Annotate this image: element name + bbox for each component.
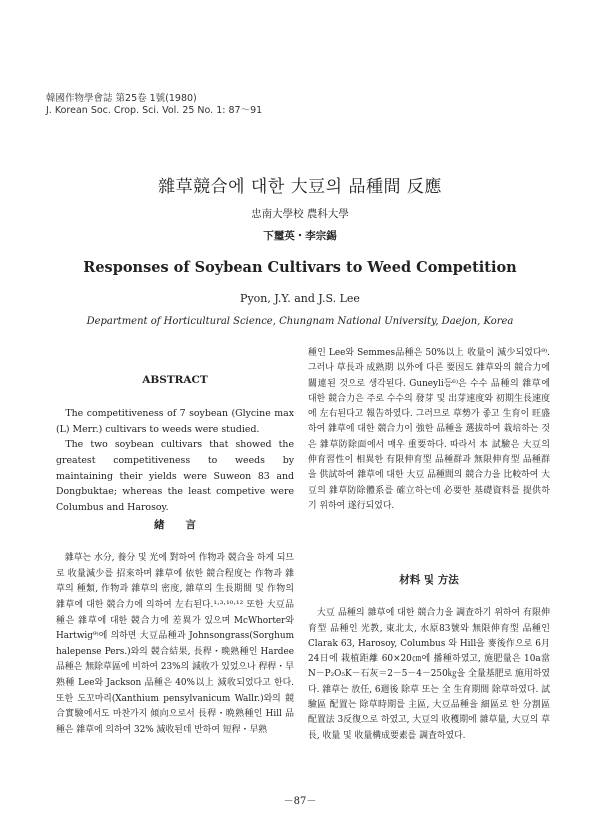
- abstract-paragraph-2: The two soybean cultivars that showed the greatest competitiveness to weeds by maintaining their yields were Suweon 83 and Dongbuktae; whereas the least competive were Columbus and Harosoy.: [56, 439, 294, 513]
- introduction-section: [56, 518, 294, 738]
- journal-citation: [46, 93, 262, 117]
- korean-title: 雜草競合에 대한 大豆의 品種間 反應: [158, 177, 442, 197]
- introduction-text: 雜草는 水分, 養分 및 光에 對하여 作物과 競合을 하게 되므로 收量減少를 招來하며 雜草에 依한 競合程度는 作物과 雜草의 種類, 作物과 雜草의 密度, 雜草의 生長期間 및 作物의 雜草에 대한 競合力에 의하여 左右된다.¹·³·¹⁰·¹² 또한 大豆品種은 雜草에 대한 競合力에 差異가 있으며 McWhorter와 Hartwig⁹⁾에 의하면 大豆品種과 Johnsongrass(Sorghum halepense Pers.)와의 競合結果, 長稈・晩熟種인 Hardee 品種은 無除草區에 비하여 23%의 減收가 있었으나 稈稈・早熟種 Lee와 Jackson 品種은 40%以上 減收되었다고 한다. 또한 도꼬마리(Xanthium pensylvanicum Wallr.)와의 競合實驗에서도 마찬가지 傾向으로서 長稈・晩熟種인 Hill 品種은 雜草에 의하여 32% 減收된데 반하여 短稈・早熟: [56, 553, 294, 735]
- english-authors: Pyon, J.Y. and J.S. Lee: [240, 292, 360, 305]
- english-affiliation: Department of Horticultural Science, Chungnam National University, Daejon, Korea: [86, 316, 514, 327]
- abstract-paragraph-1: The competitiveness of 7 soybean (Glycine max (L) Merr.) cultivars to weeds were studied.: [56, 408, 294, 435]
- abstract-heading: ABSTRACT: [142, 374, 208, 386]
- journal-line-english: J. Korean Soc. Crop. Sci. Vol. 25 No. 1: 87～91: [46, 105, 263, 116]
- methods-heading: 材料 및 方法: [399, 574, 459, 586]
- abstract-section: [56, 373, 294, 515]
- introduction-heading: 緖 言: [154, 519, 196, 531]
- methods-section: [308, 573, 550, 744]
- introduction-continued: [308, 346, 550, 514]
- english-title: Responses of Soybean Cultivars to Weed Competition: [83, 259, 517, 276]
- page-number: －87－: [283, 796, 317, 807]
- introduction-continued-text: 種인 Lee와 Semmes品種은 50%以上 收量이 減少되었다⁹⁾. 그러나 草長과 成熟期 以外에 다른 要因도 雜草와의 競合力에 關連된 것으로 생각된다. Guneyli등⁶⁾은 수수 品種의 雜草에 대한 競合力은 주로 수수의 發芽 및 出芽速度와 初期生長速度에 左右된다고 報告하였다. 그러므로 草勢가 좋고 生育이 旺盛하여 雜草에 대한 競合力이 強한 品種을 選拔하여 栽培하는 것은 雜草防除面에서 매우 重要하다. 따라서 本 試驗은 大豆의 伸育習性이 相異한 有限伸育型 品種群과 無限伸育型 品種群을 供試하여 雜草에 대한 大豆 品種間의 競合力을 比較하여 大豆의 雜草防除體系를 確立하는데 必要한 基礎資料를 提供하기 위하여 遂行되었다.: [308, 348, 550, 511]
- korean-affiliation: 忠南大學校 農科大學: [251, 208, 349, 220]
- korean-authors: 下璽英・李宗錫: [263, 230, 337, 242]
- journal-line-korean: 韓國作物學會誌 第25卷 1號(1980): [46, 93, 197, 104]
- methods-text: 大豆 品種의 雜草에 대한 競合力을 調査하기 위하여 有限伸育型 品種인 光教, 東北太, 水原83號와 無限伸育型 品種인 Clarak 63, Harosoy, Columbus 와 Hill을 麥後作으로 6月 24日에 栽植距離 60×20㎝에 播種하였고, 施肥量은 10a當 N－P₂O₅K－石灰＝2－5－4－250㎏을 全量基肥로 施用하였다. 雜草는 放任, 6週後 除草 또는 全 生育期間 除草하였다. 試驗區 配置는 除草時期를 主區, 大豆品種을 細區로 한 分割區配置法 3反復으로 하였고, 大豆의 收穫期에 雜草量, 大豆의 草長, 收量 및 收量構成要素를 調査하였다.: [308, 608, 550, 741]
